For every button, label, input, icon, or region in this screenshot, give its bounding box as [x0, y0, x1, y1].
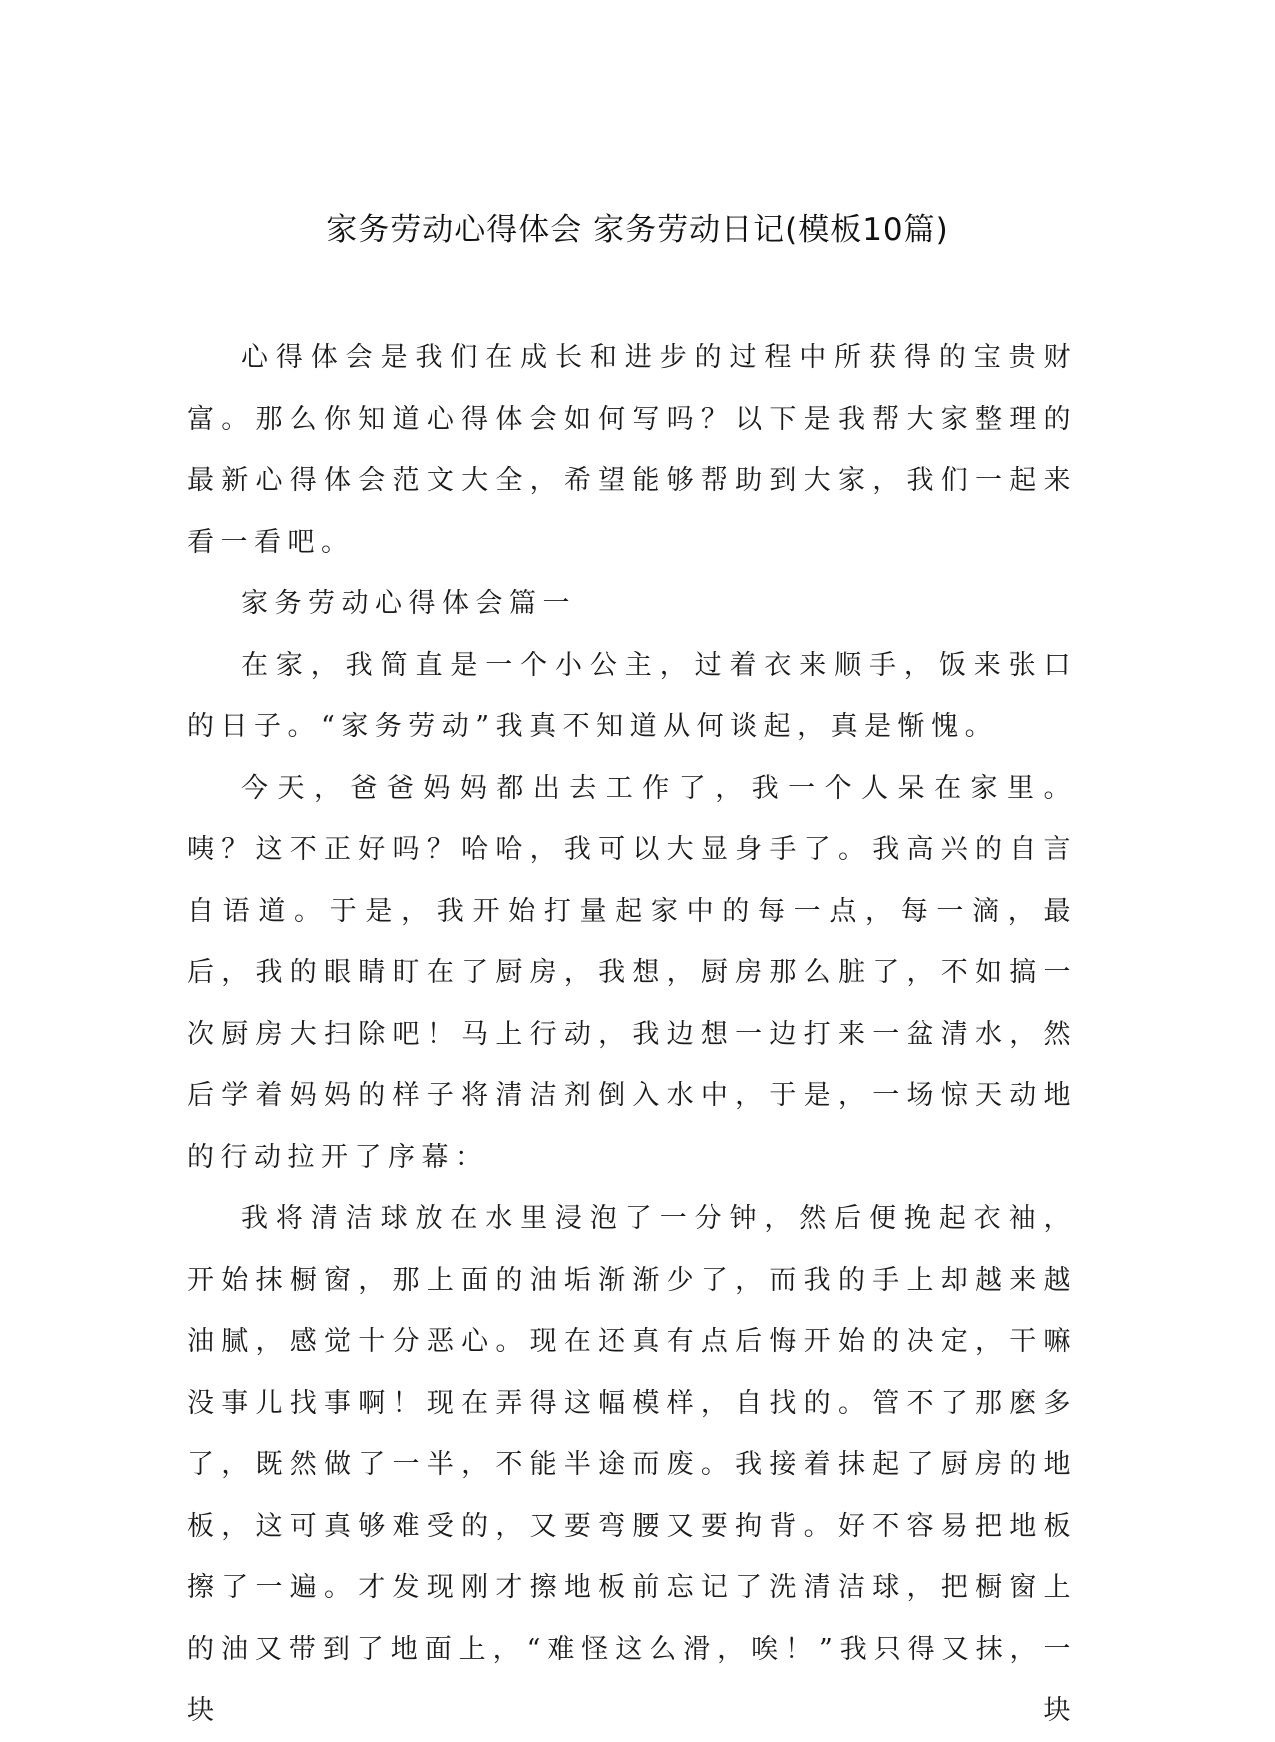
- document-title: 家务劳动心得体会 家务劳动日记(模板10篇): [326, 212, 949, 248]
- paragraph-2: 今天，爸爸妈妈都出去工作了，我一个人呆在家里。咦？这不正好吗？哈哈，我可以大显身手了。我高兴的自言自语道。于是，我开始打量起家中的每一点，每一滴，最后，我的眼睛盯在了厨房，我想，厨房那么脏了，不如搞一次厨房大扫除吧！马上行动，我边想一边打来一盆清水，然后学着妈妈的样子将清洁剂倒入水中，于是，一场惊天动地的行动拉开了序幕：: [187, 772, 1077, 1173]
- paragraph-1: 在家，我简直是一个小公主，过着衣来顺手，饭来张口的日子。“家务劳动”我真不知道从何谈起，真是惭愧。: [187, 649, 1077, 742]
- paragraph-3: 我将清洁球放在水里浸泡了一分钟，然后便挽起衣袖，开始抹橱窗，那上面的油垢渐渐少了，而我的手上却越来越油腻，感觉十分恶心。现在还真有点后悔开始的决定，干嘛没事儿找事啊！现在弄得这幅模样，自找的。管不了那麽多了，既然做了一半，不能半途而废。我接着抹起了厨房的地板，这可真够难受的，又要弯腰又要拘背。好不容易把地板擦了一遍。才发现刚才擦地板前忘记了洗清洁球，把橱窗上的油又带到了地面上，“难怪这么滑，唉！”我只得又抹，一块块: [187, 1203, 1077, 1726]
- document-body: [187, 327, 1077, 1742]
- paragraph-intro: 心得体会是我们在成长和进步的过程中所获得的宝贵财富。那么你知道心得体会如何写吗？以下是我帮大家整理的最新心得体会范文大全，希望能够帮助到大家，我们一起来看一看吧。: [187, 342, 1077, 558]
- section-heading: 家务劳动心得体会篇一: [241, 588, 576, 619]
